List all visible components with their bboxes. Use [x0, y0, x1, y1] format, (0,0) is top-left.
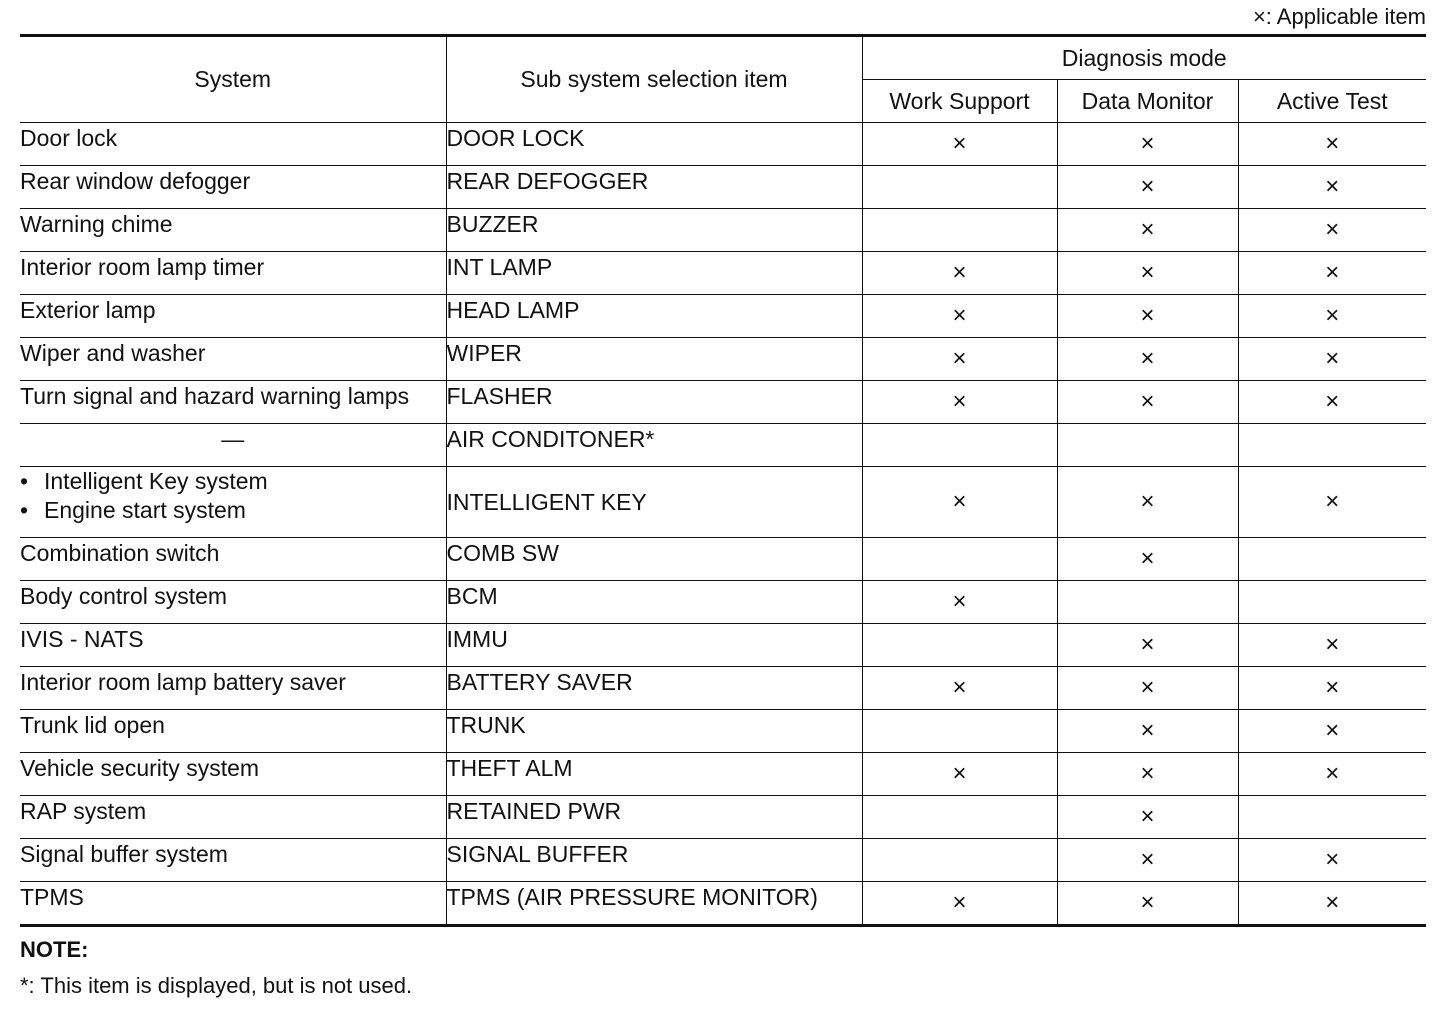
table-row	[20, 839, 1426, 882]
table-row	[20, 581, 1426, 624]
sub-system-cell: TPMS (AIR PRESSURE MONITOR)	[446, 882, 862, 926]
sub-system-cell: HEAD LAMP	[446, 295, 862, 338]
system-cell: Interior room lamp timer	[20, 252, 446, 295]
sub-system-cell: FLASHER	[446, 381, 862, 424]
sub-system-cell: SIGNAL BUFFER	[446, 839, 862, 882]
table-row	[20, 667, 1426, 710]
table-row	[20, 467, 1426, 538]
active-test-mark: ×	[1238, 123, 1426, 166]
sub-system-cell: THEFT ALM	[446, 753, 862, 796]
system-cell: —	[20, 424, 446, 467]
data-monitor-mark	[1057, 424, 1238, 467]
sub-system-cell: REAR DEFOGGER	[446, 166, 862, 209]
data-monitor-mark: ×	[1057, 252, 1238, 295]
table-row	[20, 123, 1426, 166]
work-support-mark: ×	[862, 753, 1057, 796]
sub-system-cell: IMMU	[446, 624, 862, 667]
system-cell: Combination switch	[20, 538, 446, 581]
work-support-mark: ×	[862, 381, 1057, 424]
table-row	[20, 624, 1426, 667]
sub-system-cell: TRUNK	[446, 710, 862, 753]
work-support-mark: ×	[862, 123, 1057, 166]
data-monitor-mark: ×	[1057, 839, 1238, 882]
active-test-mark: ×	[1238, 166, 1426, 209]
sub-system-cell: INT LAMP	[446, 252, 862, 295]
active-test-mark: ×	[1238, 710, 1426, 753]
active-test-mark	[1238, 424, 1426, 467]
data-monitor-mark: ×	[1057, 467, 1238, 538]
work-support-mark: ×	[862, 295, 1057, 338]
data-monitor-mark: ×	[1057, 209, 1238, 252]
sub-system-cell: INTELLIGENT KEY	[446, 467, 862, 538]
system-cell: Turn signal and hazard warning lamps	[20, 381, 446, 424]
work-support-mark: ×	[862, 252, 1057, 295]
data-monitor-mark	[1057, 581, 1238, 624]
table-row	[20, 381, 1426, 424]
system-cell: Exterior lamp	[20, 295, 446, 338]
table-row	[20, 166, 1426, 209]
table-row	[20, 209, 1426, 252]
data-monitor-mark: ×	[1057, 123, 1238, 166]
data-monitor-mark: ×	[1057, 295, 1238, 338]
note-text: *: This item is displayed, but is not used.	[20, 973, 413, 998]
active-test-mark: ×	[1238, 252, 1426, 295]
table-row	[20, 538, 1426, 581]
active-test-mark: ×	[1238, 209, 1426, 252]
active-test-mark: ×	[1238, 381, 1426, 424]
work-support-mark: ×	[862, 882, 1057, 926]
header-data-monitor: Data Monitor	[1057, 80, 1238, 123]
active-test-mark: ×	[1238, 882, 1426, 926]
system-cell: Trunk lid open	[20, 710, 446, 753]
work-support-mark: ×	[862, 667, 1057, 710]
active-test-mark: ×	[1238, 753, 1426, 796]
system-bullet-item: • Engine start system	[20, 496, 446, 525]
data-monitor-mark: ×	[1057, 538, 1238, 581]
system-cell: Body control system	[20, 581, 446, 624]
sub-system-cell: AIR CONDITONER*	[446, 424, 862, 467]
applicable-item-legend: ×: Applicable item	[1252, 4, 1426, 29]
system-cell: Rear window defogger	[20, 166, 446, 209]
system-cell: Warning chime	[20, 209, 446, 252]
data-monitor-mark: ×	[1057, 667, 1238, 710]
data-monitor-mark: ×	[1057, 166, 1238, 209]
data-monitor-mark: ×	[1057, 338, 1238, 381]
active-test-mark: ×	[1238, 338, 1426, 381]
active-test-mark	[1238, 581, 1426, 624]
work-support-mark	[862, 424, 1057, 467]
system-cell: IVIS - NATS	[20, 624, 446, 667]
work-support-mark: ×	[862, 581, 1057, 624]
table-row	[20, 295, 1426, 338]
work-support-mark: ×	[862, 467, 1057, 538]
table-row	[20, 753, 1426, 796]
system-cell: TPMS	[20, 882, 446, 926]
table-row	[20, 882, 1426, 926]
active-test-mark	[1238, 796, 1426, 839]
header-diagnosis-mode: Diagnosis mode	[862, 36, 1426, 80]
table-row	[20, 338, 1426, 381]
system-cell: Door lock	[20, 123, 446, 166]
work-support-mark	[862, 209, 1057, 252]
table-row	[20, 424, 1426, 467]
sub-system-cell: BCM	[446, 581, 862, 624]
data-monitor-mark: ×	[1057, 710, 1238, 753]
work-support-mark	[862, 839, 1057, 882]
sub-system-cell: COMB SW	[446, 538, 862, 581]
active-test-mark: ×	[1238, 624, 1426, 667]
diagnosis-mode-table	[20, 34, 1426, 927]
header-sub-system: Sub system selection item	[446, 36, 862, 123]
system-cell: RAP system	[20, 796, 446, 839]
work-support-mark	[862, 538, 1057, 581]
system-cell: Wiper and washer	[20, 338, 446, 381]
active-test-mark: ×	[1238, 467, 1426, 538]
system-bullet-list	[20, 467, 446, 525]
system-cell	[20, 467, 446, 538]
work-support-mark	[862, 710, 1057, 753]
active-test-mark: ×	[1238, 839, 1426, 882]
sub-system-cell: WIPER	[446, 338, 862, 381]
sub-system-cell: BATTERY SAVER	[446, 667, 862, 710]
active-test-mark	[1238, 538, 1426, 581]
active-test-mark: ×	[1238, 667, 1426, 710]
header-work-support: Work Support	[862, 80, 1057, 123]
system-cell: Interior room lamp battery saver	[20, 667, 446, 710]
table-row	[20, 710, 1426, 753]
work-support-mark	[862, 166, 1057, 209]
data-monitor-mark: ×	[1057, 381, 1238, 424]
sub-system-cell: DOOR LOCK	[446, 123, 862, 166]
sub-system-cell: BUZZER	[446, 209, 862, 252]
table-row	[20, 796, 1426, 839]
data-monitor-mark: ×	[1057, 796, 1238, 839]
work-support-mark: ×	[862, 338, 1057, 381]
work-support-mark	[862, 796, 1057, 839]
system-cell: Signal buffer system	[20, 839, 446, 882]
system-bullet-item: • Intelligent Key system	[20, 467, 446, 496]
header-system: System	[20, 36, 446, 123]
sub-system-cell: RETAINED PWR	[446, 796, 862, 839]
table-body	[20, 123, 1426, 926]
active-test-mark: ×	[1238, 295, 1426, 338]
header-active-test: Active Test	[1238, 80, 1426, 123]
data-monitor-mark: ×	[1057, 624, 1238, 667]
table-row	[20, 252, 1426, 295]
note-heading: NOTE:	[20, 937, 89, 962]
data-monitor-mark: ×	[1057, 882, 1238, 926]
system-cell: Vehicle security system	[20, 753, 446, 796]
work-support-mark	[862, 624, 1057, 667]
data-monitor-mark: ×	[1057, 753, 1238, 796]
